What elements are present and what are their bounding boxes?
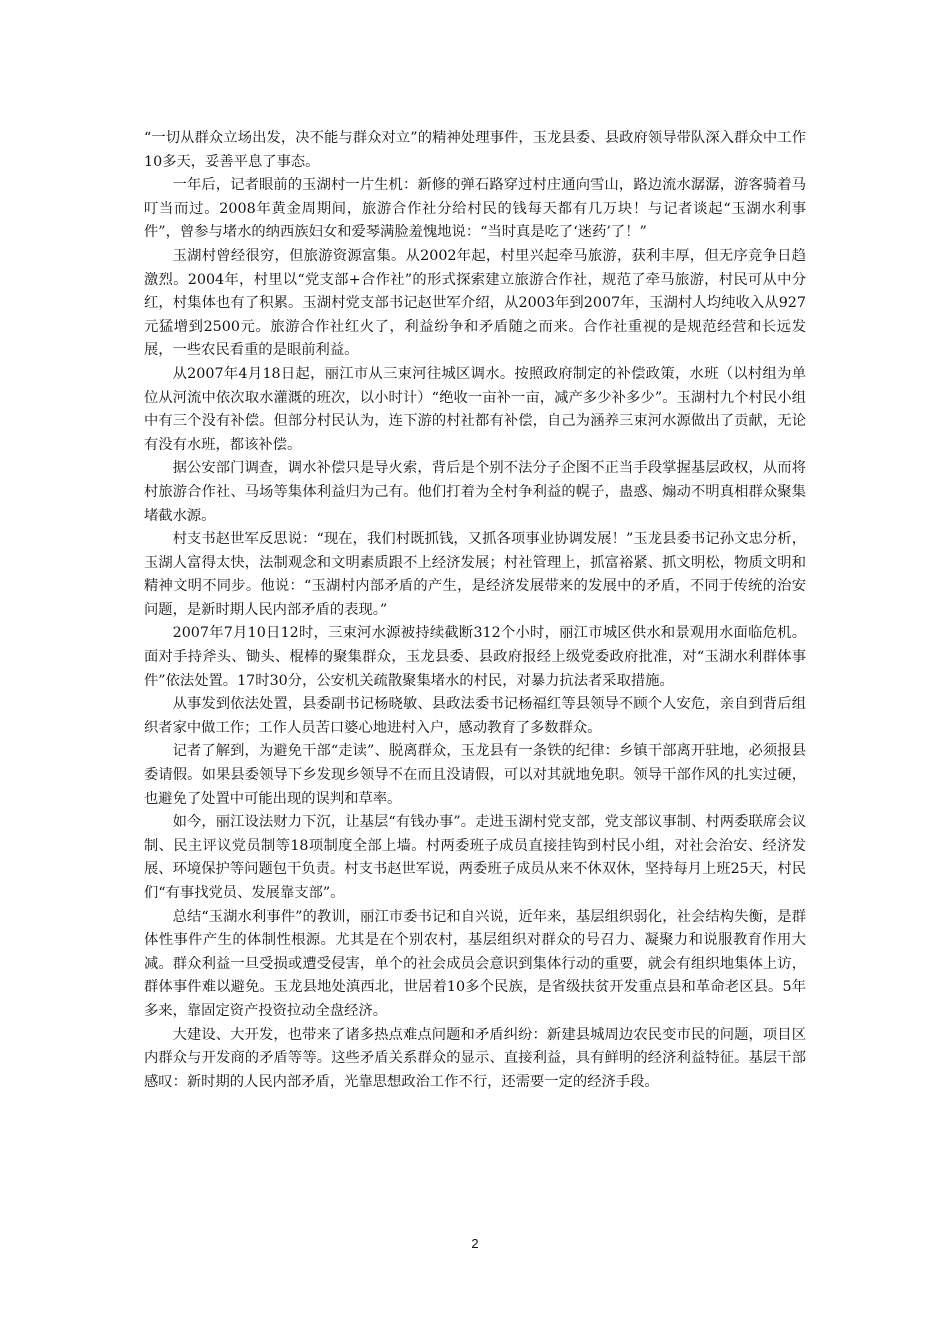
paragraph-11: 总结“玉湖水利事件”的教训，丽江市委书记和自兴说，近年来，基层组织弱化，社会结构失衡，是群体性事件产生的体制性根源。尤其是在个别农村，基层组织对群众的号召力、凝聚力和说服教育作用大减。群众利益一旦受损或遭受侵害，单个的社会成员会意识到集体行动的重要，就会有组织地集体上访，群体事件难以避免。玉龙县地处滇西北，世居着10多个民族，是省级扶贫开发重点县和革命老区县。5年多来，靠固定资产投资拉动全盘经济。 — [144, 908, 806, 1019]
article-body — [144, 127, 806, 1094]
paragraph-10: 如今，丽江设法财力下沉，让基层“有钱办事”。走进玉湖村党支部，党支部议事制、村两委联席会议制、民主评议党员制等18项制度全部上墙。村两委班子成员直接挂钩到村民小组，对社会治安、经济发展、环境保护等问题包干负责。村支书赵世军说，两委班子成员从来不休双休，坚持每月上班25天，村民们“有事找党员、发展靠支部”。 — [144, 814, 806, 901]
paragraph-7: 2007年7月10日12时，三束河水源被持续截断312个小时，丽江市城区供水和景观用水面临危机。面对手持斧头、锄头、棍棒的聚集群众，玉龙县委、县政府报经上级党委政府批准，对“玉湖水利群体事件”依法处置。17时30分，公安机关疏散聚集堵水的村民，对暴力抗法者采取措施。 — [144, 625, 806, 689]
paragraph-12: 大建设、大开发，也带来了诸多热点难点问题和矛盾纠纷：新建县城周边农民变市民的问题，项目区内群众与开发商的矛盾等等。这些矛盾关系群众的显示、直接利益，具有鲜明的经济利益特征。基层干部感叹：新时期的人民内部矛盾，光靠思想政治工作不行，还需要一定的经济手段。 — [144, 1026, 806, 1090]
paragraph-2: 一年后，记者眼前的玉湖村一片生机：新修的弹石路穿过村庄通向雪山，路边流水潺潺，游客骑着马叮当而过。2008年黄金周期间，旅游合作社分给村民的钱每天都有几万块！与记者谈起“玉湖水利事件”，曾参与堵水的纳西族妇女和爱琴满脸羞愧地说：“当时真是吃了‘迷药’了！” — [144, 177, 806, 241]
paragraph-6: 村支书赵世军反思说：“现在，我们村既抓钱，又抓各项事业协调发展！”玉龙县委书记孙文忠分析，玉湖人富得太快，法制观念和文明素质跟不上经济发展；村社管理上，抓富裕紧、抓文明松，物质文明和精神文明不同步。他说：“玉湖村内部矛盾的产生，是经济发展带来的发展中的矛盾，不同于传统的治安问题，是新时期人民内部矛盾的表现。” — [144, 531, 806, 618]
paragraph-1: “一切从群众立场出发，决不能与群众对立”的精神处理事件，玉龙县委、县政府领导带队深入群众中工作10多天，妥善平息了事态。 — [144, 130, 806, 170]
paragraph-8: 从事发到依法处置，县委副书记杨晓敏、县政法委书记杨福红等县领导不顾个人安危，亲自到背后组织者家中做工作；工作人员苦口婆心地进村入户，感动教育了多数群众。 — [144, 696, 806, 736]
paragraph-3: 玉湖村曾经很穷，但旅游资源富集。从2002年起，村里兴起牵马旅游，获利丰厚，但无序竞争日趋激烈。2004年，村里以“党支部+合作社”的形式探索建立旅游合作社，规范了牵马旅游，村民可从中分红，村集体也有了积累。玉湖村党支部书记赵世军介绍，从2003年到2007年，玉湖村人均纯收入从927元猛增到2500元。旅游合作社红火了，利益纷争和矛盾随之而来。合作社重视的是规范经营和长远发展，一些农民看重的是眼前利益。 — [144, 247, 806, 359]
paragraph-5: 据公安部门调查，调水补偿只是导火索，背后是个别不法分子企图不正当手段掌握基层政权，从而将村旅游合作社、马场等集体利益归为己有。他们打着为全村争利益的幌子，蛊惑、煽动不明真相群众聚集堵截水源。 — [144, 460, 806, 524]
page-number: 2 — [471, 1236, 479, 1251]
paragraph-9: 记者了解到，为避免干部“走读”、脱离群众，玉龙县有一条铁的纪律：乡镇干部离开驻地，必须报县委请假。如果县委领导下乡发现乡领导不在而且没请假，可以对其就地免职。领导干部作风的扎实过硬，也避免了处置中可能出现的误判和草率。 — [144, 743, 806, 807]
paragraph-4: 从2007年4月18日起，丽江市从三束河往城区调水。按照政府制定的补偿政策，水班（以村组为单位从河流中依次取水灌溉的班次，以小时计）“绝收一亩补一亩，减产多少补多少”。玉湖村九个村民小组中有三个没有补偿。但部分村民认为，连下游的村社都有补偿，自己为涵养三束河水源做出了贡献，无论有没有水班，都该补偿。 — [144, 365, 806, 453]
